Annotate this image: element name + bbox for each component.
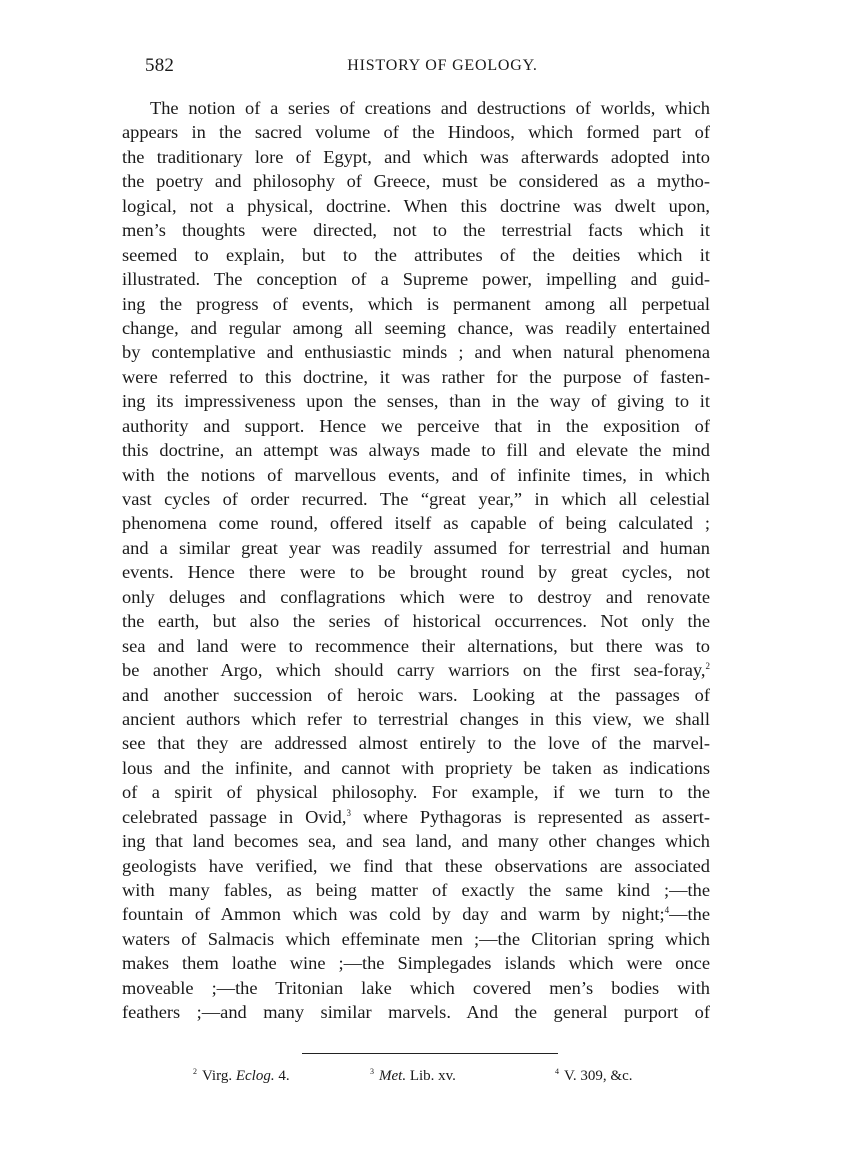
footnote-mark: 2: [193, 1067, 197, 1076]
text-line: geologists have verified, we find that these observations are associated: [122, 855, 710, 876]
text-line: [122, 658, 710, 682]
running-title: HISTORY OF GEOLOGY.: [347, 57, 538, 74]
text-span: celebrated passage in Ovid,: [122, 806, 347, 827]
text-line: and another succession of heroic wars. Looking at the passages of: [122, 684, 710, 705]
footnote-text: Virg.: [202, 1068, 236, 1084]
text-line: by contemplative and enthusiastic minds ; and when natural phenomena: [122, 342, 710, 363]
text-line: the poetry and philosophy of Greece, must be considered as a mytho-: [122, 171, 710, 192]
footnote-4: [555, 1068, 632, 1085]
text-span: where Pythagoras is represented as assert-: [350, 806, 710, 827]
text-line: logical, not a physical, doctrine. When this doctrine was dwelt upon,: [122, 195, 710, 216]
text-line: feathers ;—and many similar marvels. And the general purport of: [122, 1002, 710, 1023]
text-line: change, and regular among all seeming chance, was readily entertained: [122, 317, 710, 338]
text-span: —the: [669, 904, 710, 925]
text-line: appears in the sacred volume of the Hindoos, which formed part of: [122, 122, 710, 143]
text-line: with the notions of marvellous events, and of infinite times, in which: [122, 464, 710, 485]
text-line: with many fables, as being matter of exactly the same kind ;—the: [122, 880, 710, 900]
text-line: illustrated. The conception of a Supreme power, impelling and guid-: [122, 269, 710, 290]
footnote-text: 4.: [274, 1068, 290, 1084]
text-line: ancient authors which refer to terrestrial changes in this view, we shall: [122, 708, 710, 729]
text-line: seemed to explain, but to the attributes of the deities which it: [122, 244, 710, 265]
text-line: [122, 902, 710, 926]
text-line: ing its impressiveness upon the senses, than in the way of giving to it: [122, 391, 710, 412]
footnote-divider: [302, 1053, 558, 1054]
text-line: and a similar great year was readily assumed for terrestrial and human: [122, 537, 710, 558]
footnote-text: Lib. xv.: [406, 1068, 456, 1084]
text-span: be another Argo, which should carry warriors on the first sea-foray,: [122, 660, 706, 681]
footnote-mark: 3: [370, 1067, 374, 1076]
text-line: men’s thoughts were directed, not to the terrestrial facts which it: [122, 220, 710, 241]
text-line: moveable ;—the Tritonian lake which covered men’s bodies with: [122, 977, 710, 998]
text-line: vast cycles of order recurred. The “great year,” in which all celestial: [122, 489, 710, 509]
running-head: [145, 55, 710, 79]
text-line: The notion of a series of creations and destructions of worlds, which: [150, 98, 710, 118]
footnote-3: [370, 1068, 456, 1085]
text-line: the traditionary lore of Egypt, and which was afterwards adopted into: [122, 146, 710, 167]
text-line: sea and land were to recommence their alternations, but there was to: [122, 635, 710, 656]
text-line: ing that land becomes sea, and sea land, and many other changes which: [122, 831, 710, 852]
text-line: this doctrine, an attempt was always made to fill and elevate the mind: [122, 440, 710, 461]
footnotes: [0, 1068, 850, 1092]
text-line: were referred to this doctrine, it was rather for the purpose of fasten-: [122, 366, 710, 387]
text-line: events. Hence there were to be brought round by great cycles, not: [122, 562, 710, 583]
text-line: authority and support. Hence we perceive that in the exposition of: [122, 415, 710, 436]
footnote-mark: 4: [555, 1067, 559, 1076]
text-line: ing the progress of events, which is permanent among all perpetual: [122, 293, 710, 314]
footnote-ref-4[interactable]: 4: [664, 905, 670, 916]
text-line: only deluges and conflagrations which were to destroy and renovate: [122, 586, 710, 607]
text-line: waters of Salmacis which effeminate men ;—the Clitorian spring which: [122, 928, 710, 949]
text-line: of a spirit of physical philosophy. For example, if we turn to the: [122, 782, 710, 803]
body-paragraph: [122, 96, 710, 1025]
text-line: makes them loathe wine ;—the Simplegades islands which were once: [122, 953, 710, 974]
text-line: see that they are addressed almost entirely to the love of the marvel-: [122, 733, 710, 754]
text-span: fountain of Ammon which was cold by day and warm by night;: [122, 904, 665, 925]
footnote-ref-3[interactable]: 3: [346, 807, 351, 818]
page-number: 582: [145, 55, 175, 76]
footnote-italic: Met.: [379, 1068, 407, 1084]
footnote-ref-2[interactable]: 2: [705, 661, 710, 672]
text-line: phenomena come round, offered itself as capable of being calculated ;: [122, 513, 710, 534]
footnote-2: [193, 1068, 290, 1085]
text-line: lous and the infinite, and cannot with propriety be taken as indications: [122, 757, 710, 778]
footnote-text: V. 309, &c.: [564, 1068, 633, 1084]
text-line: [122, 805, 710, 829]
text-line: the earth, but also the series of historical occurrences. Not only the: [122, 611, 710, 632]
footnote-italic: Eclog.: [235, 1068, 275, 1084]
